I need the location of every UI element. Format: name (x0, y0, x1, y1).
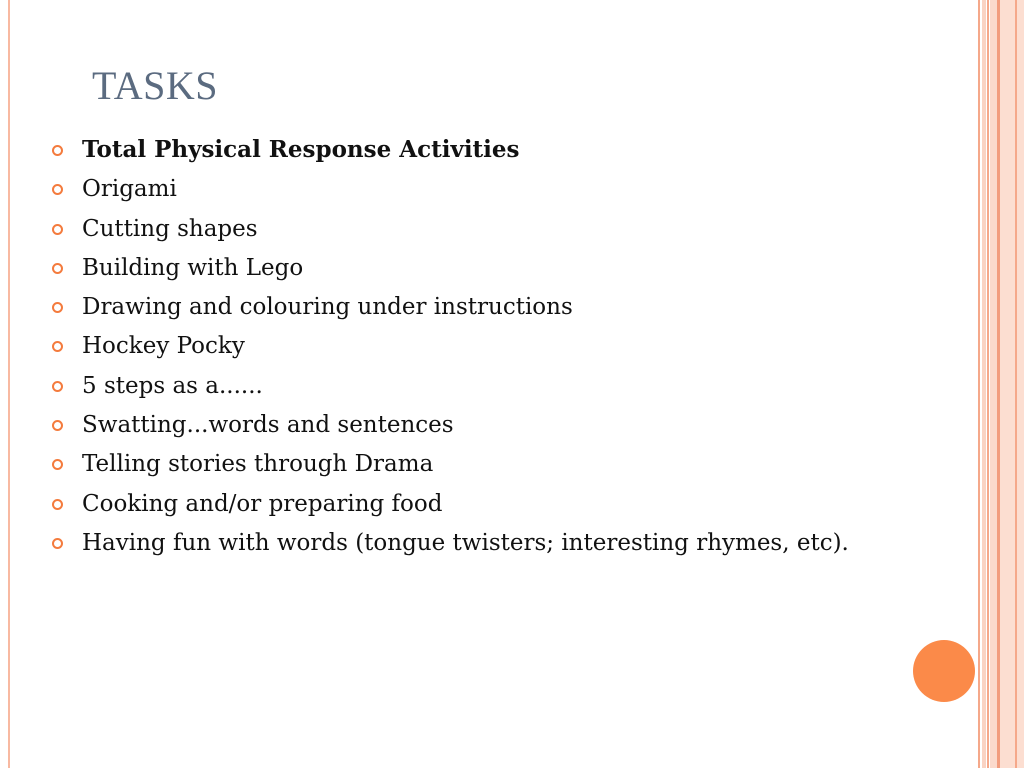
bullet-text: Cutting shapes (82, 215, 258, 242)
right-stripe (982, 0, 986, 768)
bullet-text: Cooking and/or preparing food (82, 490, 443, 517)
ring-bullet-icon (52, 499, 63, 510)
bullet-text: Swatting...words and sentences (82, 412, 454, 439)
ring-bullet-icon (52, 381, 63, 392)
ring-bullet-icon (52, 538, 63, 549)
ring-bullet-icon (52, 420, 63, 431)
bullet-text: Total Physical Response Activities (82, 136, 520, 163)
bullet-text: Telling stories through Drama (82, 451, 434, 478)
right-stripe (987, 0, 989, 768)
ring-bullet-icon (52, 224, 63, 235)
orange-circle-icon (913, 640, 975, 702)
left-border-line (8, 0, 10, 768)
bullet-text: Origami (82, 176, 177, 203)
bullet-text: Hockey Pocky (82, 333, 245, 360)
right-stripe (1015, 0, 1017, 768)
ring-bullet-icon (52, 302, 63, 313)
bullet-text: Building with Lego (82, 254, 304, 281)
ring-bullet-icon (52, 341, 63, 352)
right-stripe (1000, 0, 1024, 768)
right-stripe (978, 0, 980, 768)
bullet-text: 5 steps as a...... (82, 372, 263, 399)
right-stripe (990, 0, 997, 768)
ring-bullet-icon (52, 184, 63, 195)
ring-bullet-icon (52, 263, 63, 274)
bullet-text: Having fun with words (tongue twisters; interesting rhymes, etc). (82, 529, 849, 556)
ring-bullet-icon (52, 459, 63, 470)
ring-bullet-icon (52, 145, 63, 156)
slide-title: TASKS (92, 63, 218, 108)
bullet-text: Drawing and colouring under instructions (82, 294, 573, 321)
